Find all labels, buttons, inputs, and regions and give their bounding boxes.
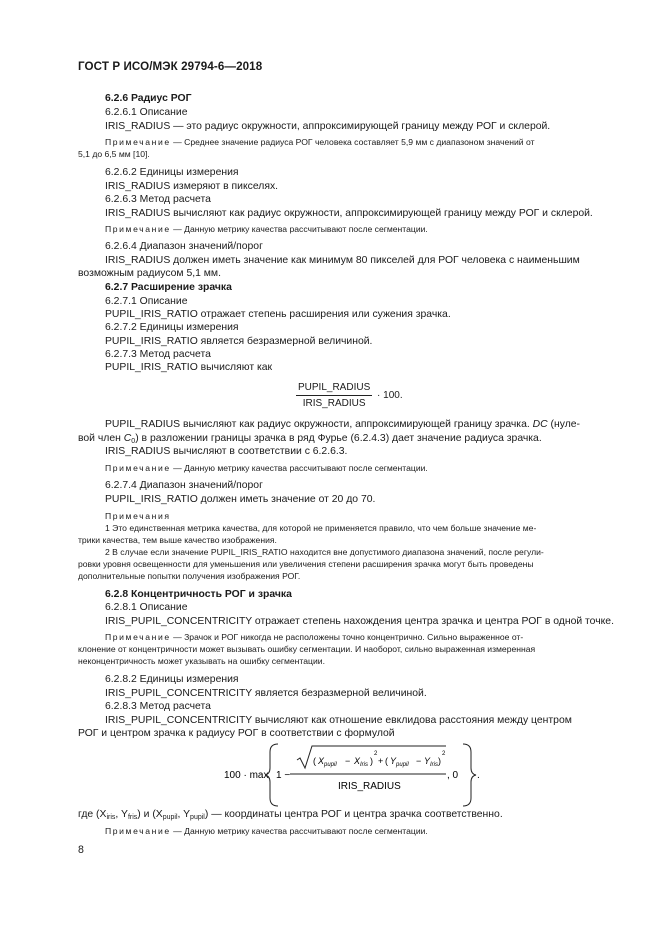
formula-concentricity — [0, 740, 661, 810]
where-c: ) — координаты центра РОГ и центра зрачка соответственно. — [204, 809, 503, 820]
note-concentricity-line-2: клонение от концентричности может вызывать ошибку сегментации. И наоборот, сильно выраженная измеренная — [78, 644, 536, 654]
formula-plus: + — [378, 756, 384, 766]
paragraph-pupil-ratio-range: PUPIL_IRIS_RATIO должен иметь значение от 20 до 70. — [105, 494, 376, 505]
note-text: — Среднее значение радиуса РОГ человека составляет 5,9 мм с диапазоном значений от — [170, 137, 535, 147]
subsection-6264: 6.2.6.4 Диапазон значений/порог — [105, 241, 263, 252]
where-sub-pupil: pupil — [162, 814, 178, 821]
expl-c-sub: 0 — [131, 438, 136, 445]
expl-text-c: вой член — [78, 433, 124, 444]
formula-close-paren-1: ) — [370, 756, 373, 766]
paragraph-concentricity-method: IRIS_PUPIL_CONCENTRICITY вычисляют как отношение евклидова расстояния между центром — [105, 715, 572, 726]
note-2-line-1: 2 В случае если значение PUPIL_IRIS_RATIO находится вне допустимого диапазона значений, после регули- — [105, 547, 544, 557]
formula-sub-iris-2: Iris — [430, 762, 439, 768]
paragraph-pupil-ratio-units: PUPIL_IRIS_RATIO является безразмерной величиной. — [105, 336, 373, 347]
formula-multiplier: · 100. — [377, 390, 403, 401]
note-2-line-3: дополнительные попытки получения изображения РОГ. — [78, 571, 301, 581]
note-segmentation-2 — [78, 463, 639, 475]
formula-numerator: PUPIL_RADIUS — [296, 382, 372, 396]
subsection-6282: 6.2.8.2 Единицы измерения — [105, 674, 239, 685]
formula-square-1: 2 — [374, 751, 378, 757]
subsection-6261: 6.2.6.1 Описание — [105, 107, 188, 118]
formula-minus-1: − — [345, 756, 351, 766]
note-segmentation-3 — [78, 826, 639, 838]
note-concentricity — [78, 632, 639, 644]
paragraph-iris-radius-units: IRIS_RADIUS измеряют в пикселях. — [105, 181, 279, 192]
subsection-6272: 6.2.7.2 Единицы измерения — [105, 322, 239, 333]
note-text: — Данную метрику качества рассчитывают после сегментации. — [170, 463, 428, 473]
paragraph-iris-radius-desc: IRIS_RADIUS — это радиус окружности, аппроксимирующей границу между РОГ и склерой. — [105, 121, 551, 132]
formula-end-period: . — [477, 770, 480, 781]
formula-sub-pupil: pupil — [324, 762, 337, 768]
note-label: Примечание — [105, 224, 171, 234]
expl-dc: DC — [532, 419, 548, 430]
paragraph-pupil-ratio-desc: PUPIL_IRIS_RATIO отражает степень расширения или сужения зрачка. — [105, 309, 451, 320]
paragraph-iris-radius-method: IRIS_RADIUS вычисляют как радиус окружности, аппроксимирующей границу между РОГ и склерой. — [105, 208, 593, 219]
where-sep1: , Y — [115, 809, 128, 820]
where-sub-fris: fris — [127, 814, 138, 821]
formula-x2: X — [354, 756, 361, 766]
notes-label: Примечания — [105, 511, 171, 521]
paragraph-iris-radius-range: IRIS_RADIUS должен иметь значение как минимум 80 пикселей для РОГ человека с наименьшим — [105, 255, 580, 266]
formula-open-paren-1: ( — [313, 756, 316, 766]
formula-right-brace — [463, 744, 476, 806]
note-concentricity-line-3: неконцентричность может указывать на ошибку сегментации. — [78, 656, 325, 666]
subsection-6262: 6.2.6.2 Единицы измерения — [105, 167, 239, 178]
formula-minus-2: − — [416, 756, 422, 766]
where-sub-iris: iris — [106, 814, 116, 821]
paragraph-concentricity-desc: IRIS_PUPIL_CONCENTRICITY отражает степень нахождения центра зрачка и центра РОГ в одной точке. — [105, 616, 614, 627]
expl-c: C — [123, 433, 132, 444]
note-iris-radius-cont: 5,1 до 6,5 мм [10]. — [78, 149, 150, 159]
note-label: Примечание — [105, 137, 171, 147]
formula-y-pupil — [390, 756, 409, 768]
note-text: — Данную метрику качества рассчитывают после сегментации. — [170, 224, 428, 234]
section-heading-628: 6.2.8 Концентричность РОГ и зрачка — [105, 589, 292, 600]
where-sub-pupil2: pupil — [190, 814, 205, 821]
formula-pupil-iris-ratio — [296, 382, 403, 409]
note-2-line-2: ровки уровня освещенности для уменьшения или увеличения степени расширения зрачка могут быть проведены — [78, 559, 534, 569]
note-text: — Зрачок и РОГ никогда не расположены точно концентрично. Сильно выраженное от- — [170, 632, 524, 642]
formula-x-iris — [353, 756, 368, 768]
paragraph-pupil-radius-expl — [78, 418, 639, 431]
formula-x: X — [318, 756, 325, 766]
document-header: ГОСТ Р ИСО/МЭК 29794-6—2018 — [78, 60, 263, 73]
paragraph-concentricity-units: IRIS_PUPIL_CONCENTRICITY является безразмерной величиной. — [105, 688, 427, 699]
expl-text-d: ) в разложении границы зрачка в ряд Фурье (6.2.4.3) дает значение радиуса зрачка. — [135, 433, 542, 444]
paragraph-iris-radius-range-cont: возможным радиусом 5,1 мм. — [78, 268, 221, 279]
note-iris-radius — [78, 137, 639, 149]
formula-prefix: 100 · max — [224, 770, 269, 781]
expl-text-b: (нуле- — [547, 419, 581, 430]
note-label: Примечание — [105, 632, 171, 642]
paragraph-iris-radius-ref: IRIS_RADIUS вычисляют в соответствии с 6.2.6.3. — [105, 446, 348, 457]
formula-y: Y — [390, 756, 397, 766]
formula-denominator-2: IRIS_RADIUS — [338, 781, 401, 792]
paragraph-pupil-ratio-method: PUPIL_IRIS_RATIO вычисляют как — [105, 362, 273, 373]
formula-square-2: 2 — [442, 751, 446, 757]
formula-open-paren-2: ( — [385, 756, 388, 766]
section-heading-627: 6.2.7 Расширение зрачка — [105, 282, 232, 293]
paragraph-pupil-radius-expl-cont — [78, 432, 612, 445]
subsection-6263: 6.2.6.3 Метод расчета — [105, 194, 211, 205]
where-sep2: , Y — [177, 809, 191, 820]
subsection-6271: 6.2.7.1 Описание — [105, 296, 188, 307]
subsection-6283: 6.2.8.3 Метод расчета — [105, 701, 211, 712]
paragraph-concentricity-method-cont: РОГ и центром зрачка к радиусу РОГ в соответствии с формулой — [78, 728, 395, 739]
section-heading-626: 6.2.6 Радиус РОГ — [105, 93, 192, 104]
note-1-line-1: 1 Это единственная метрика качества, для которой не применяется правило, что чем больше значение ме- — [105, 523, 537, 533]
note-label: Примечание — [105, 826, 171, 836]
note-segmentation-1 — [78, 224, 639, 236]
formula-close-paren-2: ) — [438, 756, 441, 766]
formula-zero: , 0 — [447, 770, 459, 781]
formula-denominator: IRIS_RADIUS — [302, 398, 366, 409]
formula-fraction — [296, 382, 372, 409]
subsection-6281: 6.2.8.1 Описание — [105, 602, 188, 613]
paragraph-coordinates — [78, 808, 612, 821]
note-label: Примечание — [105, 463, 171, 473]
note-text: — Данную метрику качества рассчитывают после сегментации. — [170, 826, 428, 836]
page-number: 8 — [78, 844, 84, 856]
note-1-line-2: трики качества, тем выше качество изображения. — [78, 535, 277, 545]
subsection-6273: 6.2.7.3 Метод расчета — [105, 349, 211, 360]
formula-one-minus: 1 − — [276, 770, 291, 781]
where-a: где (X — [78, 809, 107, 820]
formula-y-iris — [424, 756, 438, 768]
expl-text: PUPIL_RADIUS вычисляют как радиус окружности, аппроксимирующей границу зрачка. — [105, 419, 530, 430]
formula-sub-iris: Iris — [360, 762, 369, 768]
formula-x-pupil — [317, 756, 337, 768]
subsection-6274: 6.2.7.4 Диапазон значений/порог — [105, 480, 263, 491]
formula-y2: Y — [424, 756, 431, 766]
where-b: ) и (X — [137, 809, 163, 820]
formula-sub-pupil-2: pupil — [396, 762, 409, 768]
